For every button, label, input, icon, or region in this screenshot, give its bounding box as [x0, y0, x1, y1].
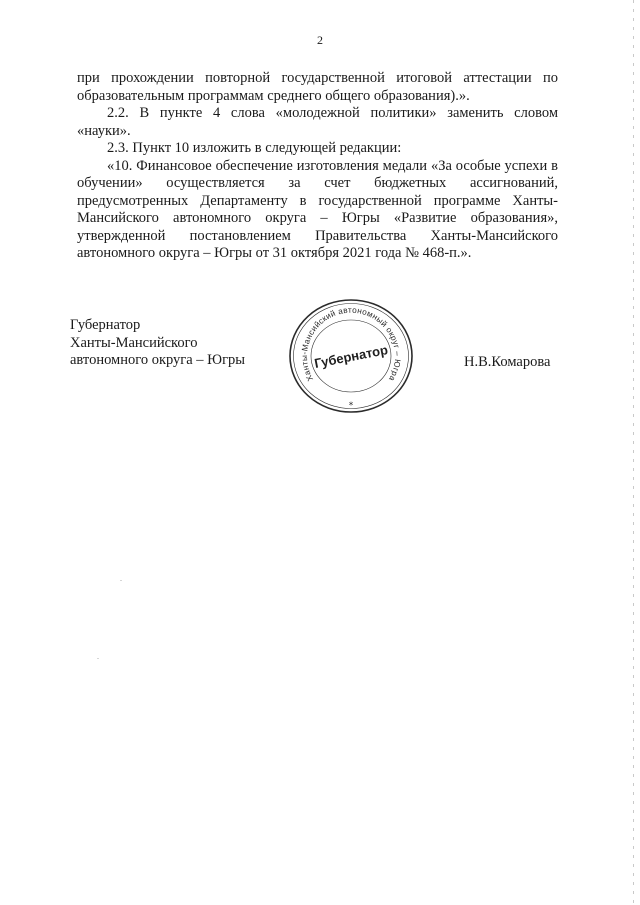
paragraph-2-3: 2.3. Пункт 10 изложить в следующей редакции:	[107, 140, 402, 156]
paragraph-quote-10: «10. Финансовое обеспечение изготовления медали «За особые успехи в обучении» осуществляется за счет бюджетных ассигнований, предусмотренных Департаменту в государственной программе Ханты-Мансийского автономного округа – Югры «Развитие образования», утвержденной постановлением Правительства Ханты-Мансийского автономного округа – Югры от 31 октября 2021 года № 468-п.».	[77, 157, 558, 261]
seal-star: *	[348, 401, 354, 411]
seal-center-text: Губернатор	[313, 342, 390, 371]
signatory-title-line: автономного округа – Югры	[70, 352, 246, 368]
signatory-title-line: Ханты-Мансийского	[70, 334, 198, 351]
paragraph-continuation: при прохождении повторной государственной итоговой аттестации по образовательным программам среднего общего образования).».	[77, 70, 558, 104]
official-seal	[288, 298, 414, 414]
signatory-title	[70, 317, 245, 370]
scan-speck	[120, 580, 122, 581]
signatory-name: Н.В.Комарова	[464, 354, 551, 370]
svg-text:Ханты-Мансийский автономный ок	[300, 306, 402, 383]
scan-speck	[97, 658, 99, 659]
page-number: 2	[317, 33, 323, 47]
signatory-title-line: Губернатор	[70, 317, 141, 333]
paragraph-2-2: 2.2. В пункте 4 слова «молодежной политики» заменить словом «науки».	[77, 105, 558, 139]
page-edge-artifact	[633, 0, 634, 905]
seal-ring-text: Ханты-Мансийский автономный округ – Югра	[299, 305, 403, 383]
document-body	[77, 70, 558, 263]
